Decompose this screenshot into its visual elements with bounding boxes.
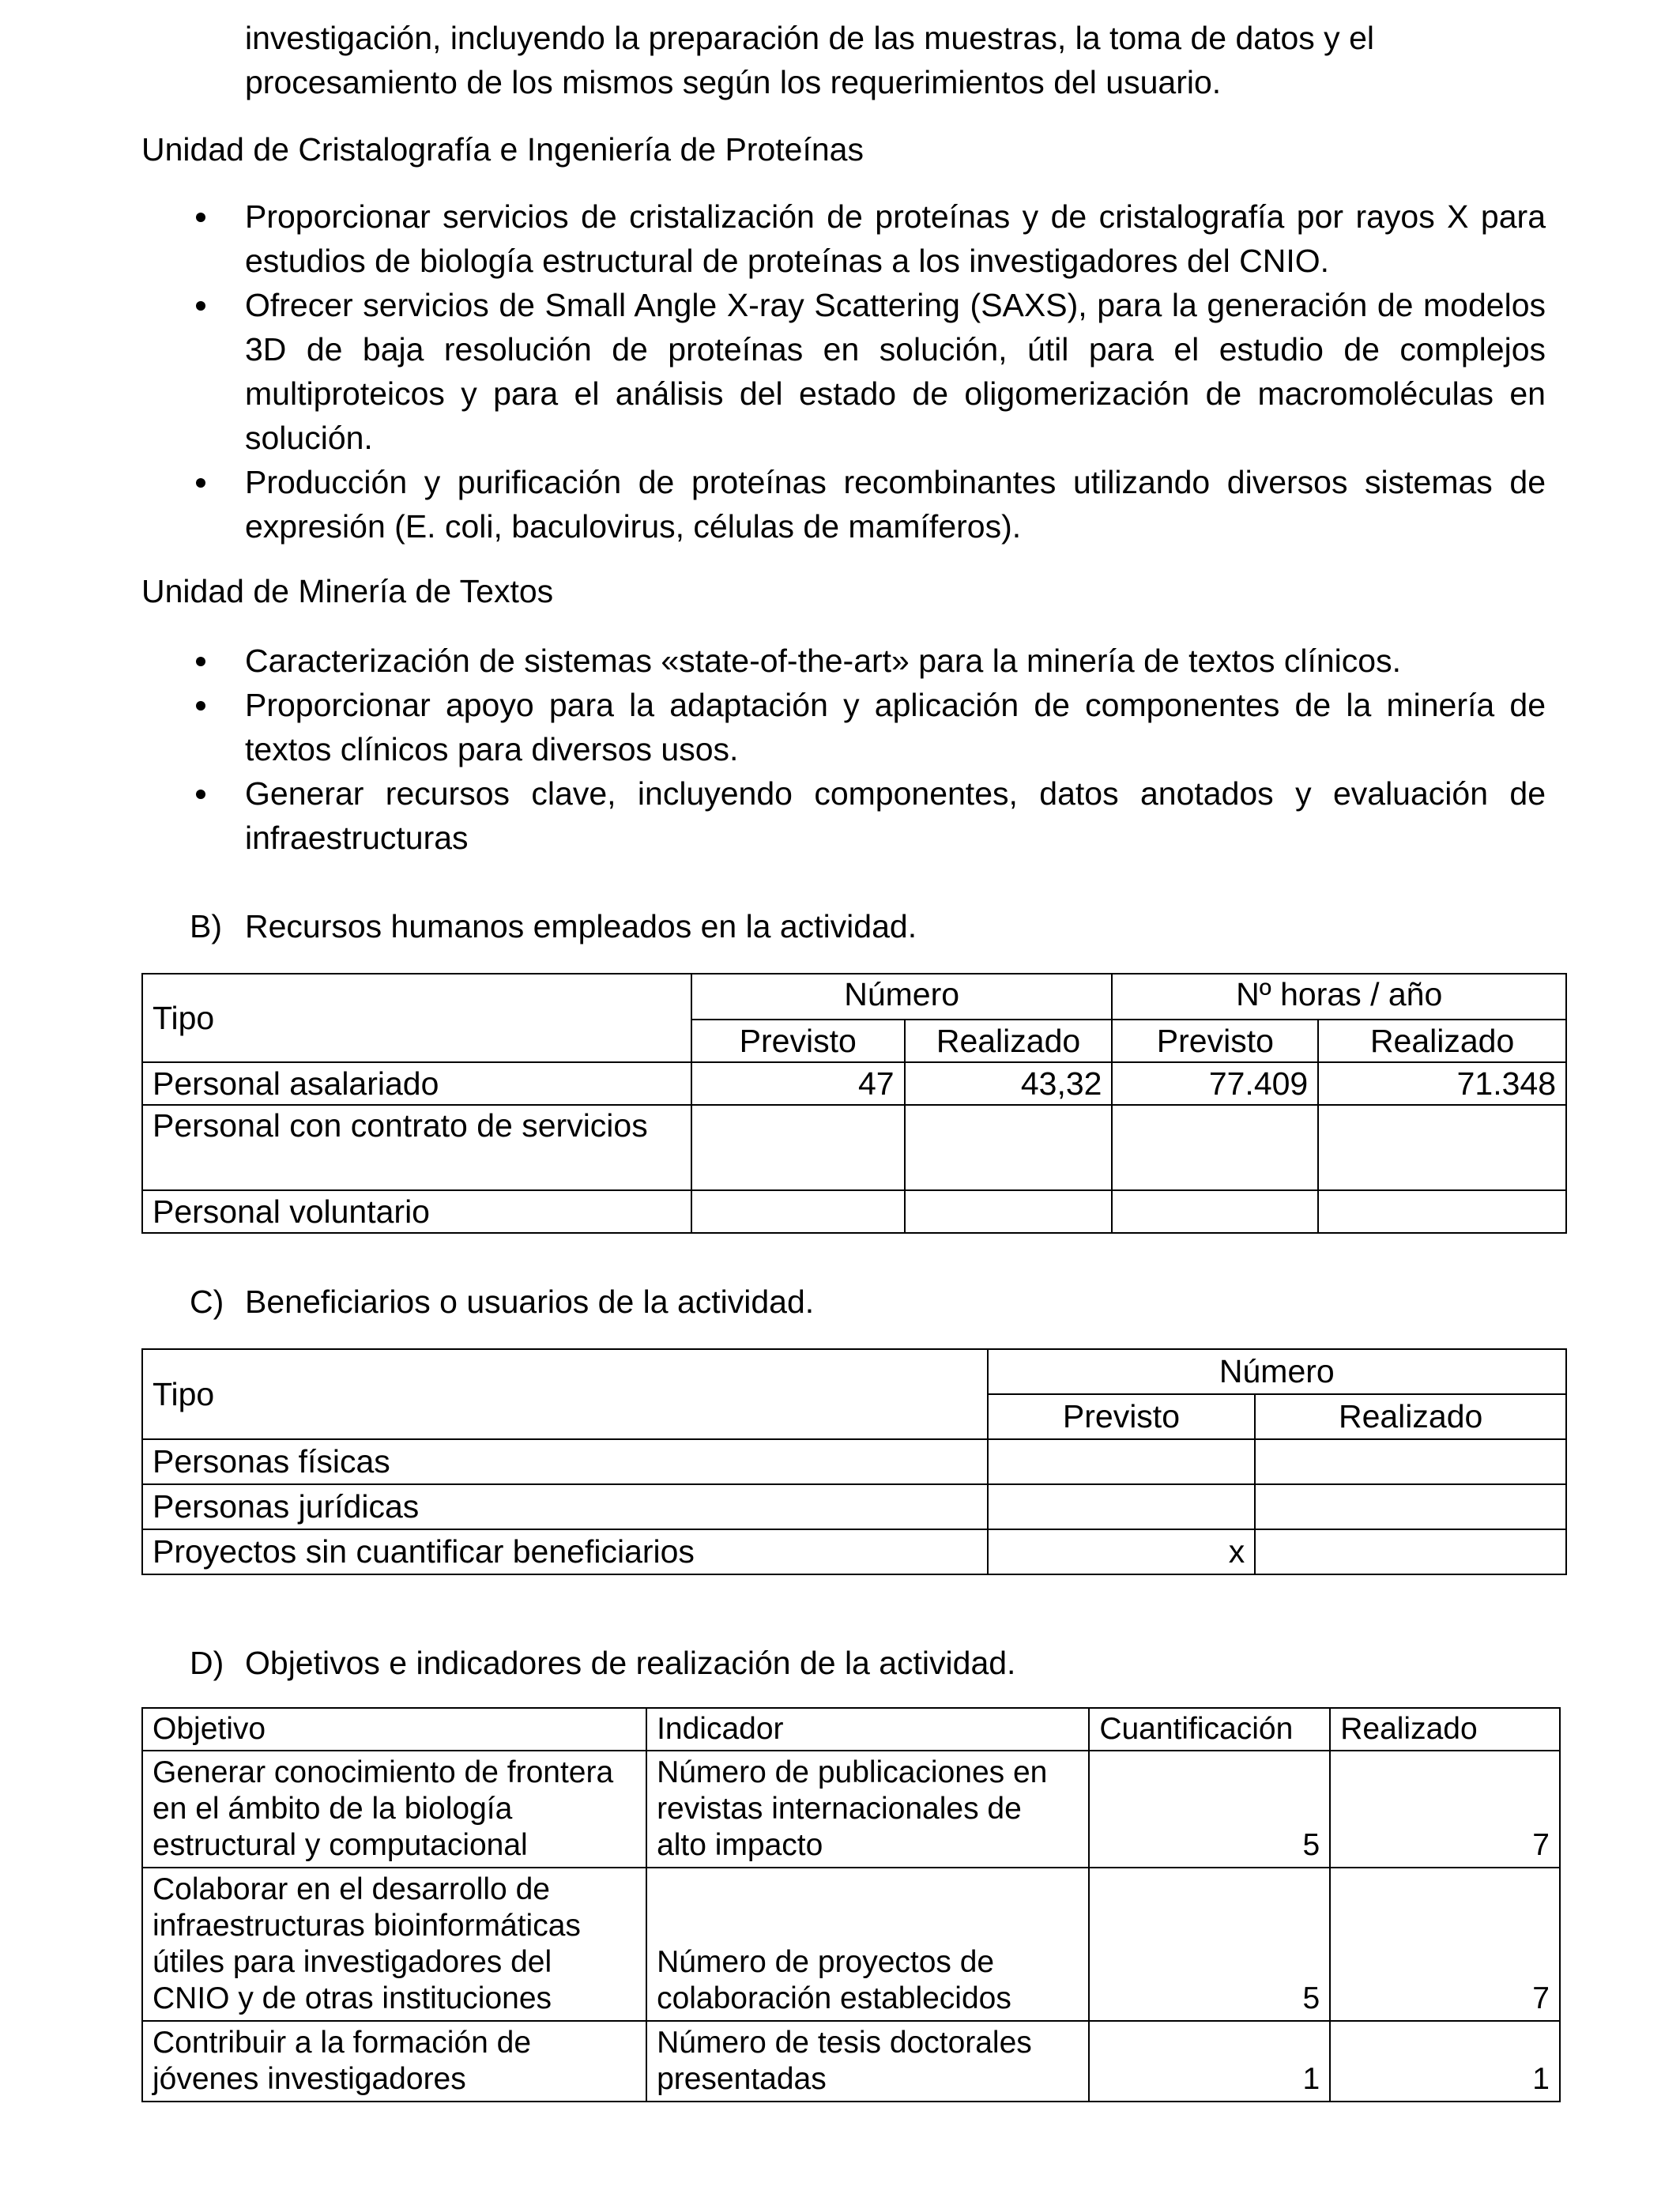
list-item: Proporcionar servicios de cristalización de proteínas y de cristalografía por rayos X para estudios de biología estructural de proteínas a los investigadores del CNIO. bbox=[0, 194, 1546, 283]
header-realizado: Realizado bbox=[1330, 1708, 1560, 1751]
table-row: Personas jurídicas bbox=[142, 1484, 1566, 1529]
list-item: Generar recursos clave, incluyendo componentes, datos anotados y evaluación de infraestructuras bbox=[0, 771, 1546, 860]
section-b-title: B) Recursos humanos empleados en la actividad. bbox=[190, 908, 917, 944]
section-c-title: C) Beneficiarios o usuarios de la actividad. bbox=[190, 1284, 815, 1320]
table-row: Generar conocimiento de frontera en el ámbito de la biología estructural y computacional Número de publicaciones en revistas internacionales de alto impacto 5 7 bbox=[142, 1751, 1560, 1868]
bullet-icon bbox=[196, 301, 205, 311]
header-tipo: Tipo bbox=[142, 974, 691, 1062]
unit-mineria-heading: Unidad de Minería de Textos bbox=[141, 573, 554, 609]
header-numero: Número bbox=[988, 1349, 1566, 1394]
table-row: Personal voluntario bbox=[142, 1190, 1566, 1233]
table-row: Personal asalariado 47 43,32 77.409 71.348 bbox=[142, 1062, 1566, 1105]
section-d-title: D) Objetivos e indicadores de realización de la actividad. bbox=[190, 1645, 1016, 1681]
bullet-icon bbox=[196, 213, 205, 222]
header-indicador: Indicador bbox=[646, 1708, 1089, 1751]
table-row: Contribuir a la formación de jóvenes investigadores Número de tesis doctorales presentadas 1 1 bbox=[142, 2021, 1560, 2102]
table-row: Colaborar en el desarrollo de infraestructuras bioinformáticas útiles para investigadores del CNIO y de otras instituciones Número de proyectos de colaboración establecidos 5 7 bbox=[142, 1868, 1560, 2021]
header-realizado: Realizado bbox=[1255, 1394, 1566, 1439]
intro-line-2: procesamiento de los mismos según los requerimientos del usuario. bbox=[245, 64, 1222, 100]
header-tipo: Tipo bbox=[142, 1349, 988, 1439]
table-row: Personal con contrato de servicios bbox=[142, 1105, 1566, 1190]
header-num-previsto: Previsto bbox=[691, 1020, 905, 1062]
list-item: Ofrecer servicios de Small Angle X-ray Scattering (SAXS), para la generación de modelos 3D de baja resolución de proteínas en solución, útil para el estudio de complejos multiproteicos y para el análisis del estado de oligomerización de macromoléculas en solución. bbox=[0, 283, 1546, 460]
header-numero: Número bbox=[691, 974, 1113, 1020]
unit-cristalografia-heading: Unidad de Cristalografía e Ingeniería de Proteínas bbox=[141, 131, 864, 168]
table-row: Personas físicas bbox=[142, 1439, 1566, 1484]
header-horas-realizado: Realizado bbox=[1318, 1020, 1566, 1062]
list-item: Proporcionar apoyo para la adaptación y aplicación de componentes de la minería de textos clínicos para diversos usos. bbox=[0, 683, 1546, 771]
header-horas: Nº horas / año bbox=[1112, 974, 1566, 1020]
recursos-humanos-table bbox=[141, 973, 1567, 1234]
unit-mineria-list bbox=[0, 639, 1546, 860]
bullet-icon bbox=[196, 478, 205, 488]
header-num-realizado: Realizado bbox=[905, 1020, 1113, 1062]
header-objetivo: Objetivo bbox=[142, 1708, 646, 1751]
bullet-icon bbox=[196, 657, 205, 666]
beneficiarios-table bbox=[141, 1348, 1567, 1575]
table-row: Proyectos sin cuantificar beneficiarios x bbox=[142, 1529, 1566, 1574]
bullet-icon bbox=[196, 790, 205, 799]
list-item: Caracterización de sistemas «state-of-the-art» para la minería de textos clínicos. bbox=[0, 639, 1546, 683]
objetivos-table bbox=[141, 1707, 1561, 2102]
bullet-icon bbox=[196, 701, 205, 711]
intro-line-1: investigación, incluyendo la preparación de las muestras, la toma de datos y el bbox=[245, 20, 1374, 56]
header-cuantificacion: Cuantificación bbox=[1089, 1708, 1330, 1751]
list-item: Producción y purificación de proteínas recombinantes utilizando diversos sistemas de expresión (E. coli, baculovirus, células de mamíferos). bbox=[0, 460, 1546, 548]
unit-cristalografia-list bbox=[0, 194, 1546, 548]
header-previsto: Previsto bbox=[988, 1394, 1256, 1439]
header-horas-previsto: Previsto bbox=[1112, 1020, 1318, 1062]
